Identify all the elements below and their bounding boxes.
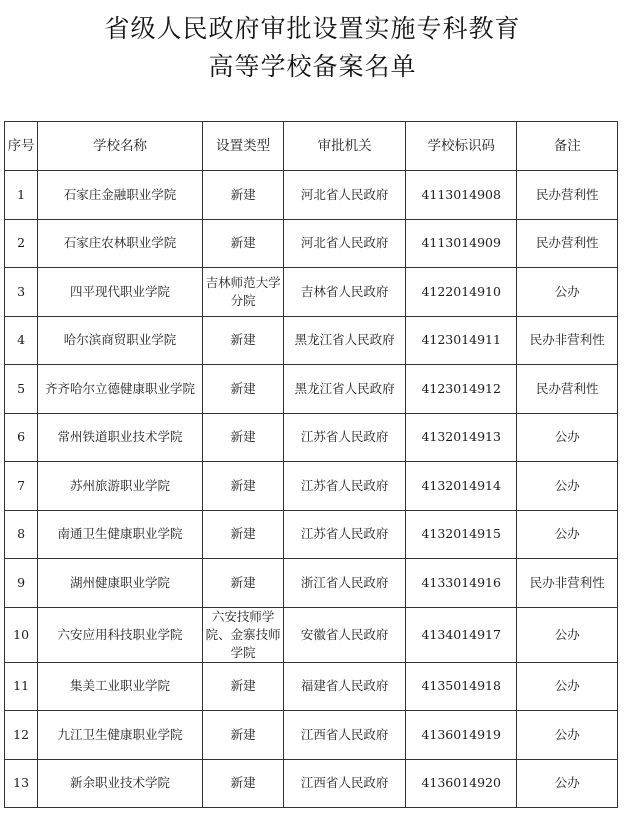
cell-name: 四平现代职业学院 (38, 268, 203, 317)
cell-code: 4133014916 (405, 559, 517, 608)
cell-agency: 江西省人民政府 (284, 711, 406, 760)
table-row (5, 607, 618, 662)
cell-agency: 黑龙江省人民政府 (284, 316, 406, 365)
cell-name: 哈尔滨商贸职业学院 (38, 316, 203, 365)
title-line-2: 高等学校备案名单 (208, 52, 417, 81)
cell-name: 石家庄农林职业学院 (38, 219, 203, 268)
cell-code: 4113014909 (405, 219, 517, 268)
cell-code: 4136014920 (405, 759, 517, 808)
school-roster-table (4, 121, 618, 808)
cell-note: 公办 (517, 759, 618, 808)
cell-type: 新建 (202, 711, 283, 760)
cell-name: 齐齐哈尔立德健康职业学院 (38, 365, 203, 414)
cell-index: 7 (5, 462, 38, 511)
cell-note: 公办 (517, 607, 618, 662)
table-row (5, 662, 618, 711)
cell-name: 新余职业技术学院 (38, 759, 203, 808)
cell-index: 13 (5, 759, 38, 808)
cell-agency: 江西省人民政府 (284, 759, 406, 808)
header-agency: 审批机关 (284, 122, 406, 171)
header-note: 备注 (517, 122, 618, 171)
table-row (5, 316, 618, 365)
title-line-1: 省级人民政府审批设置实施专科教育 (104, 14, 521, 43)
cell-agency: 河北省人民政府 (284, 219, 406, 268)
cell-agency: 江苏省人民政府 (284, 510, 406, 559)
cell-note: 民办非营利性 (517, 559, 618, 608)
cell-index: 12 (5, 711, 38, 760)
header-index: 序号 (5, 122, 38, 171)
cell-type: 新建 (202, 171, 283, 220)
cell-code: 4122014910 (405, 268, 517, 317)
cell-note: 民办营利性 (517, 219, 618, 268)
header-type: 设置类型 (202, 122, 283, 171)
cell-code: 4132014913 (405, 413, 517, 462)
cell-agency: 浙江省人民政府 (284, 559, 406, 608)
cell-note: 公办 (517, 413, 618, 462)
table-row (5, 268, 618, 317)
table-row (5, 462, 618, 511)
cell-code: 4134014917 (405, 607, 517, 662)
cell-type: 新建 (202, 759, 283, 808)
cell-type: 新建 (202, 559, 283, 608)
cell-code: 4123014912 (405, 365, 517, 414)
cell-index: 11 (5, 662, 38, 711)
table-row (5, 559, 618, 608)
cell-index: 8 (5, 510, 38, 559)
cell-agency: 江苏省人民政府 (284, 462, 406, 511)
cell-agency: 江苏省人民政府 (284, 413, 406, 462)
cell-name: 苏州旅游职业学院 (38, 462, 203, 511)
cell-agency: 安徽省人民政府 (284, 607, 406, 662)
cell-code: 4132014915 (405, 510, 517, 559)
cell-index: 5 (5, 365, 38, 414)
cell-code: 4123014911 (405, 316, 517, 365)
cell-type: 新建 (202, 316, 283, 365)
cell-index: 2 (5, 219, 38, 268)
cell-agency: 河北省人民政府 (284, 171, 406, 220)
cell-type: 新建 (202, 462, 283, 511)
cell-name: 九江卫生健康职业学院 (38, 711, 203, 760)
cell-code: 4113014908 (405, 171, 517, 220)
cell-note: 公办 (517, 711, 618, 760)
cell-note: 公办 (517, 462, 618, 511)
cell-agency: 福建省人民政府 (284, 662, 406, 711)
table-row (5, 711, 618, 760)
table-row (5, 413, 618, 462)
cell-index: 4 (5, 316, 38, 365)
cell-note: 公办 (517, 662, 618, 711)
cell-code: 4135014918 (405, 662, 517, 711)
table-row (5, 759, 618, 808)
table-header-row (5, 122, 618, 171)
cell-type: 六安技师学院、金寨技师学院 (202, 607, 283, 662)
cell-index: 3 (5, 268, 38, 317)
cell-name: 湖州健康职业学院 (38, 559, 203, 608)
cell-index: 6 (5, 413, 38, 462)
cell-index: 10 (5, 607, 38, 662)
header-name: 学校名称 (38, 122, 203, 171)
cell-type: 新建 (202, 662, 283, 711)
table-row (5, 510, 618, 559)
cell-index: 1 (5, 171, 38, 220)
cell-type: 新建 (202, 219, 283, 268)
header-code: 学校标识码 (405, 122, 517, 171)
table-row (5, 365, 618, 414)
cell-type: 吉林师范大学分院 (202, 268, 283, 317)
cell-note: 民办非营利性 (517, 316, 618, 365)
cell-name: 集美工业职业学院 (38, 662, 203, 711)
table-row (5, 171, 618, 220)
cell-name: 六安应用科技职业学院 (38, 607, 203, 662)
cell-note: 公办 (517, 268, 618, 317)
cell-code: 4132014914 (405, 462, 517, 511)
cell-type: 新建 (202, 413, 283, 462)
cell-agency: 吉林省人民政府 (284, 268, 406, 317)
table-row (5, 219, 618, 268)
cell-name: 石家庄金融职业学院 (38, 171, 203, 220)
cell-name: 常州铁道职业技术学院 (38, 413, 203, 462)
cell-note: 公办 (517, 510, 618, 559)
cell-index: 9 (5, 559, 38, 608)
cell-note: 民办营利性 (517, 365, 618, 414)
cell-agency: 黑龙江省人民政府 (284, 365, 406, 414)
cell-type: 新建 (202, 510, 283, 559)
cell-code: 4136014919 (405, 711, 517, 760)
document-title (0, 10, 625, 86)
cell-note: 民办营利性 (517, 171, 618, 220)
cell-type: 新建 (202, 365, 283, 414)
cell-name: 南通卫生健康职业学院 (38, 510, 203, 559)
